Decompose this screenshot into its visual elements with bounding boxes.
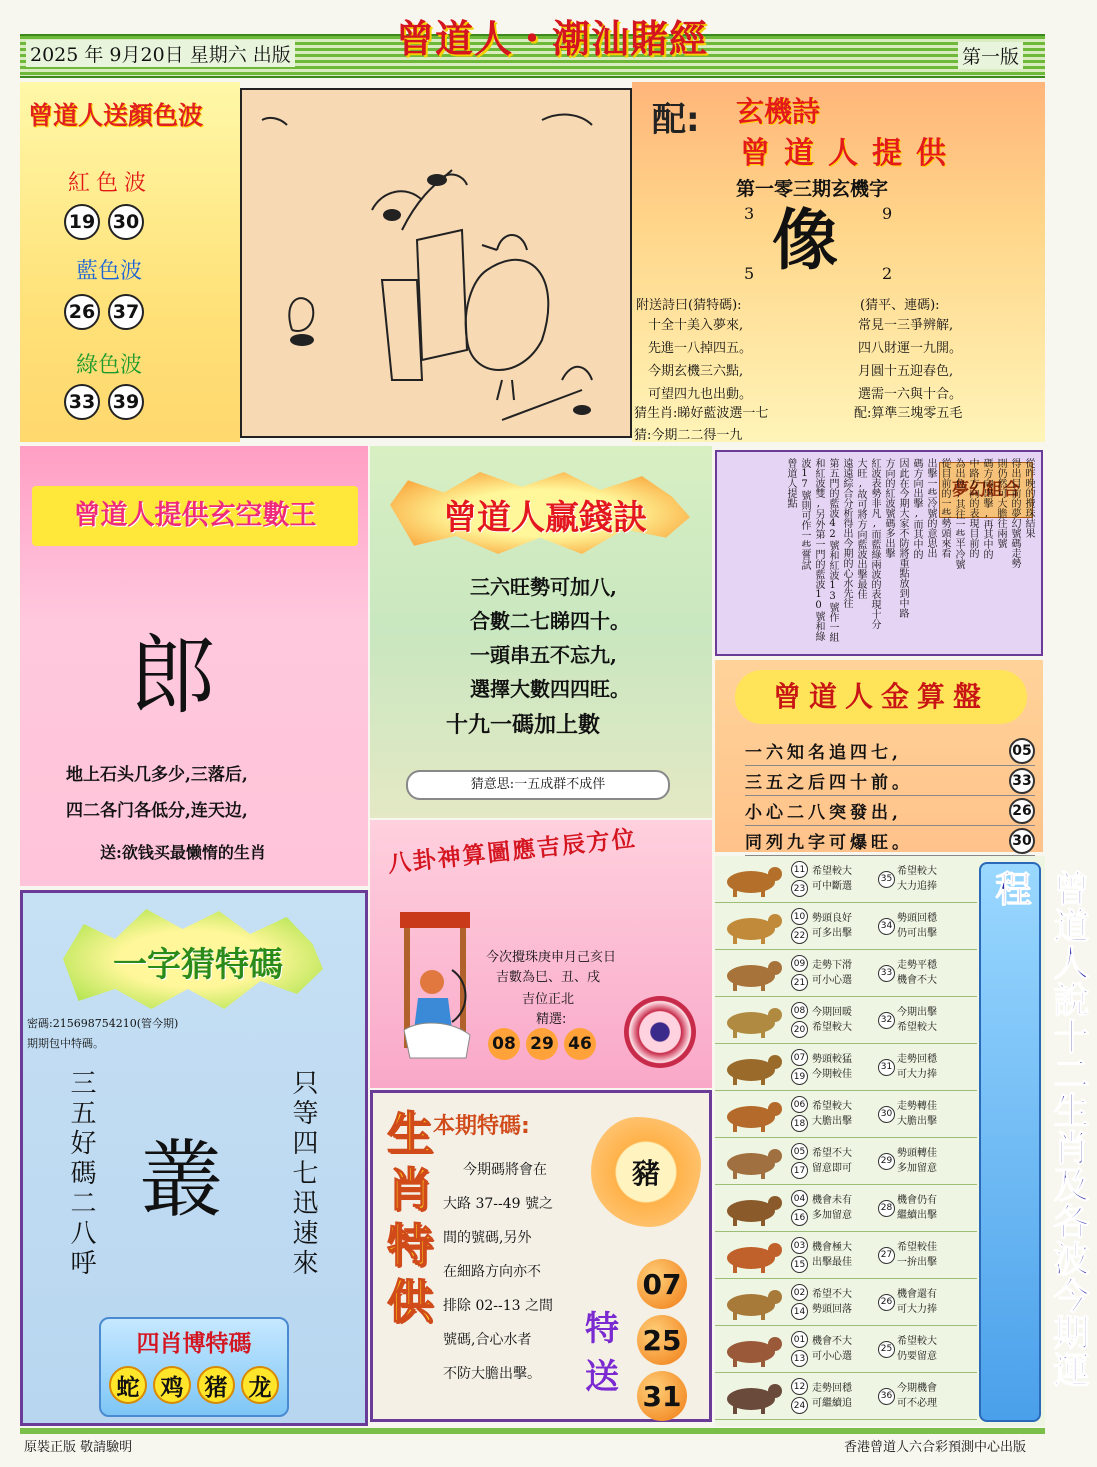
corner-num: 9	[882, 204, 893, 223]
corner-num: 3	[744, 204, 755, 223]
zodiac-note: 可大力捧	[897, 1304, 937, 1315]
zodiac-note: 可中斷選	[812, 881, 852, 892]
zodiac-num: 13	[791, 1350, 808, 1367]
win-line: 合數二七睇四十。	[470, 609, 630, 633]
bagua-title: 八卦神算圖應吉辰方位	[386, 824, 638, 878]
zodiac-note: 機會還有	[897, 1289, 937, 1300]
zodiac-num: 10	[791, 908, 808, 925]
magic-combo-panel	[715, 450, 1043, 656]
zodiac-rows	[715, 856, 977, 1420]
xuankong-panel	[20, 446, 368, 886]
zodiac-note: 出擊最佳	[812, 1257, 852, 1268]
poem-left-lines	[648, 314, 752, 406]
zodiac-num: 18	[791, 1115, 808, 1132]
zodiac-note: 走勢回穩	[812, 1383, 852, 1394]
flower-badge	[591, 1117, 701, 1227]
gold-row-num: 33	[1009, 768, 1035, 794]
poem-title: 玄機詩	[736, 95, 821, 128]
xuankong-line: 地上石头几多少,三落后,	[66, 765, 248, 785]
zodiac-num: 34	[878, 918, 895, 935]
magic-col: 和紅波雙,另外第一門的藍波10號和綠	[813, 458, 824, 641]
zodiac-note: 走勢平穩	[897, 960, 937, 971]
zodiac-note: 可多出擊	[812, 928, 852, 939]
mystery-char: 像	[772, 201, 838, 279]
zodiac-row	[715, 1044, 977, 1091]
zodiac-note: 大膽出擊	[812, 1116, 852, 1127]
zodiac-row	[715, 1091, 977, 1138]
win-lines	[470, 570, 630, 706]
magic-col: 中路方向的表現目前的	[967, 458, 978, 558]
rat-icon	[715, 1374, 791, 1418]
zodiac-row	[715, 1373, 977, 1420]
desc-line: 在細路方向亦不	[443, 1264, 541, 1280]
twelve-zodiac-panel	[715, 856, 1089, 1426]
zodiac-num: 12	[791, 1378, 808, 1395]
zodiac-row	[715, 903, 977, 950]
bagua-num: 29	[526, 1028, 558, 1060]
yizi-left-verse: 三五好碼二八呼	[66, 1069, 96, 1279]
green-ball: 39	[108, 384, 144, 420]
zodiac-note: 今期回暖	[812, 1007, 852, 1018]
tiger-icon	[715, 904, 791, 948]
win-line: 一頭串五不忘九,	[470, 643, 617, 667]
zodiac-note: 可小心選	[812, 1351, 852, 1362]
gold-row-num: 05	[1009, 738, 1035, 764]
gold-row-text: 同列九字可爆旺。	[745, 833, 913, 853]
win-extra: 十九一碼加上數	[446, 712, 601, 738]
gold-row	[745, 766, 1035, 796]
footer-right: 香港曾道人六合彩預測中心出版	[844, 1440, 1027, 1455]
archer-illustration	[390, 910, 480, 1070]
zodiac-num: 22	[791, 927, 808, 944]
zodiac-note: 大力追捧	[897, 881, 937, 892]
zodiac-num: 07	[791, 1049, 808, 1066]
zodiac-num: 20	[791, 1021, 808, 1038]
four-zodiac-box	[99, 1317, 289, 1417]
zodiac-num: 01	[791, 1331, 808, 1348]
zodiac-num: 36	[878, 1388, 895, 1405]
win-hint: 一五成群不成伴	[514, 777, 606, 792]
zodiac-num: 26	[878, 1294, 895, 1311]
gold-row	[745, 826, 1035, 856]
corner-num: 2	[882, 264, 893, 283]
zodiac-note: 勢頭較猛	[812, 1054, 852, 1065]
win-line: 三六旺勢可加八,	[470, 575, 617, 599]
xuankong-line: 送:欲钱买最懒惰的生肖	[100, 843, 266, 862]
zodiac-row	[715, 1279, 977, 1326]
poem-line: 今期玄機三六點,	[648, 364, 744, 379]
zodiac-num: 25	[878, 1341, 895, 1358]
zodiac-num: 15	[791, 1256, 808, 1273]
zodiac-row	[715, 1232, 977, 1279]
zodiac-num: 30	[878, 1106, 895, 1123]
yizi-char: 叢	[139, 1131, 224, 1229]
bagua-line: 吉數為巳、丑、戌	[496, 970, 601, 985]
poem-line: 十全十美入夢來,	[648, 318, 744, 333]
zodiac-num: 16	[791, 1209, 808, 1226]
zodiac-note: 希望較大	[812, 1022, 852, 1033]
red-wave-label: 紅色波	[68, 171, 153, 196]
edition-label: 第一版	[958, 42, 1023, 69]
poem-line: 先進一八掉四五。	[648, 341, 753, 356]
poem-left-head: 附送詩曰(猜特碼):	[636, 298, 742, 313]
zodiac-num: 03	[791, 1237, 808, 1254]
dog-icon	[715, 1280, 791, 1324]
zodiac-chip: 蛇	[109, 1366, 147, 1404]
magic-col: 波17號則可作一些嘗試	[799, 458, 810, 570]
zodiac-note: 勢頭良好	[812, 913, 852, 924]
zodiac-note: 走勢回穩	[897, 1054, 937, 1065]
magic-col: 碼方向出擊,而其中的	[911, 458, 922, 559]
green-wave-numbers	[64, 384, 152, 420]
special-num: 31	[637, 1371, 687, 1421]
zodiac-row	[715, 1326, 977, 1373]
special-title: 本期特碼:	[433, 1114, 530, 1139]
guess-zodiac: 猜生肖:睇好藍波選一七	[634, 406, 769, 421]
four-zodiac-title: 四肖博特碼	[136, 1331, 252, 1357]
zodiac-num: 28	[878, 1200, 895, 1217]
desc-line: 大路 37--49 號之	[443, 1196, 553, 1212]
bagua-num: 46	[564, 1028, 596, 1060]
snake-icon	[715, 1045, 791, 1089]
red-ball: 19	[64, 204, 100, 240]
xuankong-title: 曾道人提供玄空數王	[32, 486, 358, 546]
special-zodiac: 豬	[631, 1157, 660, 1190]
zodiac-note: 機會不大	[812, 1336, 852, 1347]
poem-provider: 曾道人提供	[740, 136, 960, 171]
zodiac-num: 35	[878, 871, 895, 888]
zodiac-note: 繼續出擊	[897, 1210, 937, 1221]
zodiac-chip: 鸡	[153, 1366, 191, 1404]
gold-title: 曾道人金算盤	[735, 670, 1027, 724]
rooster-icon	[715, 1233, 791, 1277]
zodiac-note: 勢頭轉佳	[897, 1148, 937, 1159]
magic-col: 第五門的藍波42號和紅波13號作一組	[827, 458, 838, 642]
zodiac-note: 希望較大	[897, 1022, 937, 1033]
magic-title: 夢幻組合	[939, 462, 1033, 518]
bird-drawing-icon	[242, 90, 630, 436]
bagua-panel	[370, 820, 712, 1088]
zodiac-num: 08	[791, 1002, 808, 1019]
blue-ball: 26	[64, 294, 100, 330]
zodiac-note: 今期較佳	[812, 1069, 852, 1080]
win-hint-label: 猜意思:	[470, 777, 515, 792]
zodiac-num: 17	[791, 1162, 808, 1179]
bagua-numbers	[488, 1028, 596, 1060]
zodiac-chip: 猪	[197, 1366, 235, 1404]
yizi-panel	[20, 890, 368, 1426]
zodiac-num: 21	[791, 974, 808, 991]
zodiac-note: 機會仍有	[897, 1195, 937, 1206]
zodiac-row	[715, 1138, 977, 1185]
magic-col: 則仍然可大膽往兩號	[995, 458, 1006, 548]
win-title: 曾道人赢錢訣	[443, 498, 647, 538]
zodiac-note: 仍可出擊	[897, 928, 937, 939]
zodiac-note: 希望較大	[897, 866, 937, 877]
zodiac-note: 可大力捧	[897, 1069, 937, 1080]
horse-icon	[715, 1092, 791, 1136]
color-wave-title: 曾道人送顏色波	[28, 101, 204, 130]
zodiac-note: 機會不大	[897, 975, 937, 986]
zodiac-note: 走勢下滑	[812, 960, 852, 971]
poem-right-lines	[858, 314, 962, 406]
red-ball: 30	[108, 204, 144, 240]
publish-date: 2025 年 9月20日 星期六 出版	[26, 40, 295, 67]
magic-col: 方向的紅波號碼多出擊	[883, 458, 894, 558]
magic-col: 大旺,故可將方向藍波出擊最佳	[855, 458, 866, 599]
zodiac-note: 機會極大	[812, 1242, 852, 1253]
monkey-icon	[715, 1186, 791, 1230]
zodiac-num: 19	[791, 1068, 808, 1085]
gold-row	[745, 736, 1035, 766]
zodiac-note: 希望較大	[812, 866, 852, 877]
gold-row	[745, 796, 1035, 826]
win-line: 選擇大數四四旺。	[470, 677, 630, 701]
song-label: 送	[585, 1357, 619, 1397]
zodiac-note: 希望不大	[812, 1289, 852, 1300]
gold-rows	[745, 736, 1035, 856]
poem-right-head: (猜平、連碼):	[860, 298, 940, 313]
bird-illustration	[240, 88, 632, 438]
zodiac-num: 32	[878, 1012, 895, 1029]
zodiac-num: 24	[791, 1397, 808, 1414]
blue-wave-numbers	[64, 294, 152, 330]
poem-panel	[632, 82, 1045, 442]
desc-line: 今期碼將會在	[463, 1162, 547, 1178]
yizi-right-verse: 只等四七迅速來	[288, 1069, 318, 1279]
corner-num: 5	[744, 264, 755, 283]
zodiac-note: 希望較大	[897, 1336, 937, 1347]
bagua-wheel-icon	[624, 996, 696, 1068]
page-title: 曾道人・潮汕賭經	[396, 16, 709, 61]
magic-col: 從昨晚的攪珠結果	[1023, 458, 1034, 538]
special-num: 25	[637, 1315, 687, 1365]
ox-icon	[715, 857, 791, 901]
bagua-num: 08	[488, 1028, 520, 1060]
guess-number: 猜:今期二二得一九	[634, 428, 743, 443]
zodiac-note: 仍要留意	[897, 1351, 937, 1362]
zodiac-note: 今期出擊	[897, 1007, 937, 1018]
color-wave-panel	[20, 82, 240, 442]
yizi-code: 密碼:215698754210(管今期)	[27, 1017, 179, 1030]
zodiac-num: 29	[878, 1153, 895, 1170]
magic-col: 出擊一些冷號的意思出	[925, 458, 936, 558]
gold-row-num: 30	[1009, 828, 1035, 854]
zodiac-note: 可不必理	[897, 1398, 937, 1409]
zodiac-note: 可小心選	[812, 975, 852, 986]
blue-ball: 37	[108, 294, 144, 330]
zodiac-num: 11	[791, 861, 808, 878]
zodiac-note: 希望不大	[812, 1148, 852, 1159]
zodiac-note: 勢頭回落	[812, 1304, 852, 1315]
zodiac-num: 31	[878, 1059, 895, 1076]
shengxiao-panel	[370, 1090, 712, 1422]
poem-line: 四八財運一九開。	[858, 341, 963, 356]
twelve-title-box	[979, 862, 1089, 1422]
zodiac-chip: 龙	[241, 1366, 279, 1404]
special-num: 07	[637, 1259, 687, 1309]
pig-icon	[715, 1327, 791, 1371]
zodiac-num: 02	[791, 1284, 808, 1301]
yizi-title: 一字猜特碼	[113, 945, 283, 985]
zodiac-note: 走勢轉佳	[897, 1101, 937, 1112]
zodiac-note: 大膽出擊	[897, 1116, 937, 1127]
zodiac-note: 勢頭回穩	[897, 913, 937, 924]
magic-col: 碼方向出擊,再其中的	[981, 458, 992, 559]
zodiac-num: 33	[878, 965, 895, 982]
zodiac-row	[715, 1185, 977, 1232]
poem-line: 可望四九也出動。	[648, 387, 753, 402]
xuankong-line: 四二各门各低分,连天边,	[66, 801, 248, 821]
zodiac-note: 一拚出擊	[897, 1257, 937, 1268]
xuankong-char: 郎	[130, 626, 216, 726]
goat-icon	[715, 1139, 791, 1183]
gold-row-text: 小心二八突發出,	[745, 803, 902, 823]
match-hint: 配:算準三塊零五毛	[854, 406, 963, 421]
zodiac-note: 多加留意	[897, 1163, 937, 1174]
poem-line: 選需一六與十合。	[858, 387, 963, 402]
zodiac-num: 23	[791, 880, 808, 897]
win-panel	[370, 446, 712, 818]
desc-line: 間的號碼,另外	[443, 1230, 532, 1246]
issue-line: 第一零三期玄機字	[736, 178, 889, 200]
zodiac-note: 希望較佳	[897, 1242, 937, 1253]
special-numbers	[637, 1259, 687, 1421]
magic-col: 從目前的一些勢頭來看	[939, 458, 950, 558]
zodiac-note: 多加留意	[812, 1210, 852, 1221]
gold-row-num: 26	[1009, 798, 1035, 824]
zodiac-note: 機會未有	[812, 1195, 852, 1206]
magic-col: 因此在今期大家不防將重點放到中路	[897, 458, 908, 618]
desc-line: 排除 02--13 之間	[443, 1298, 553, 1314]
four-zodiac-chips	[101, 1366, 287, 1404]
rabbit-icon	[715, 951, 791, 995]
bagua-line: 今次攪珠庚申月己亥日	[486, 950, 617, 965]
footer-left: 原裝正版 敬請驗明	[24, 1440, 133, 1455]
twelve-title: 曾道人說十二生肖及各波今期運程	[990, 870, 1089, 1388]
zodiac-row	[715, 997, 977, 1044]
red-wave-numbers	[64, 204, 152, 240]
desc-line: 不防大膽出擊。	[443, 1366, 541, 1382]
zodiac-note: 留意即可	[812, 1163, 852, 1174]
bagua-precise: 精選:	[536, 1012, 567, 1027]
gold-abacus-panel	[715, 660, 1043, 852]
zodiac-num: 27	[878, 1247, 895, 1264]
zodiac-note: 可繼續追	[812, 1398, 852, 1409]
magic-col: 得出目前的夢幻號碼走勢	[1009, 458, 1020, 568]
zodiac-num: 06	[791, 1096, 808, 1113]
magic-col: 遠遠綜合分析得出今期的心水先往	[841, 458, 852, 608]
poem-line: 月圓十五迎春色,	[858, 364, 954, 379]
magic-col: 為出色,其往一些半冷號	[953, 458, 964, 569]
zodiac-num: 09	[791, 955, 808, 972]
zodiac-row	[715, 950, 977, 997]
magic-col: 曾道人提點	[785, 458, 796, 508]
zodiac-note: 今期機會	[897, 1383, 937, 1394]
poem-line: 常見一三爭辨解,	[858, 318, 954, 333]
green-wave-label: 綠色波	[76, 353, 143, 378]
yizi-sub: 期期包中特碼。	[27, 1037, 104, 1050]
shengxiao-title: 生肖特供	[380, 1109, 434, 1333]
magic-col: 紅波表勢非凡,而藍綠兩波的表現十分	[869, 458, 880, 629]
zodiac-note: 希望較大	[812, 1101, 852, 1112]
blue-wave-label: 藍色波	[76, 259, 143, 284]
zodiac-row	[715, 856, 977, 903]
pei-label: 配:	[652, 100, 700, 140]
special-desc	[443, 1153, 553, 1391]
zodiac-num: 04	[791, 1190, 808, 1207]
te-label: 特	[585, 1309, 619, 1349]
bagua-line: 吉位正北	[522, 992, 575, 1007]
zodiac-num: 05	[791, 1143, 808, 1160]
archer-icon	[390, 910, 480, 1070]
green-ball: 33	[64, 384, 100, 420]
win-hint-box	[406, 770, 670, 800]
footer-stripe	[20, 1428, 1045, 1434]
dragon-icon	[715, 998, 791, 1042]
zodiac-num: 14	[791, 1303, 808, 1320]
gold-row-text: 三五之后四十前。	[745, 773, 913, 793]
desc-line: 號碼,合心水者	[443, 1332, 532, 1348]
magic-columns	[783, 458, 1035, 654]
gold-row-text: 一六知名追四七,	[745, 743, 902, 763]
